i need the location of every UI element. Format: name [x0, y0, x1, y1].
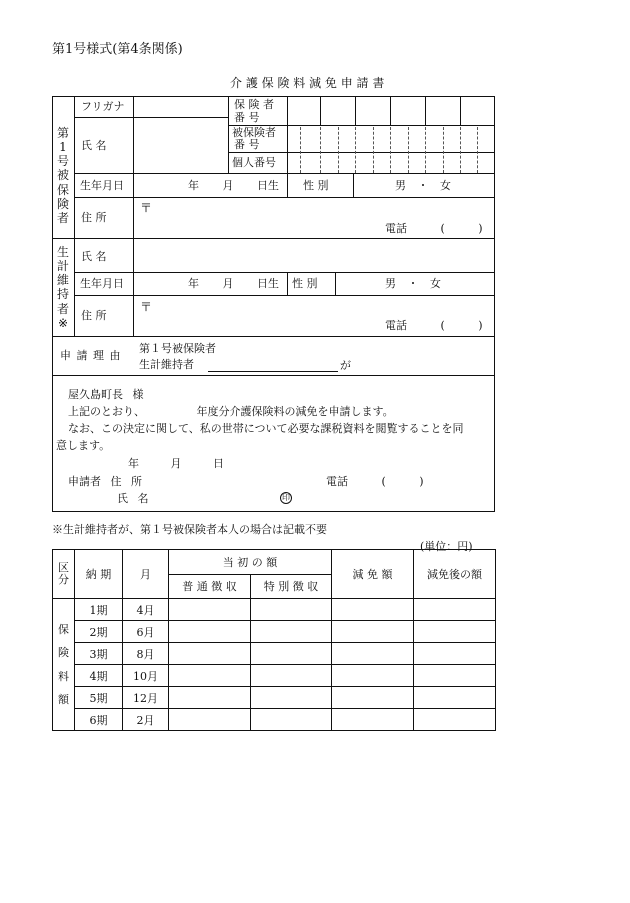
insured-dob-field[interactable]: 年 月 日生: [188, 179, 279, 192]
month-cell: 10月: [123, 665, 169, 687]
insurer-no-label-2: 番 号: [234, 111, 260, 124]
table-row: [53, 709, 496, 731]
reduction-cell[interactable]: [332, 599, 414, 621]
reduction-cell[interactable]: [332, 621, 414, 643]
regular-cell[interactable]: [169, 599, 251, 621]
application-date[interactable]: 年 月 日: [128, 457, 224, 470]
supporter-gender-options[interactable]: 男 ・ 女: [385, 277, 441, 290]
table-row: [53, 643, 496, 665]
special-cell[interactable]: [251, 643, 332, 665]
insured-gender-options[interactable]: 男 ・ 女: [395, 179, 451, 192]
postal-mark-icon: 〒: [140, 300, 153, 314]
month-cell: 8月: [123, 643, 169, 665]
regular-cell[interactable]: [169, 643, 251, 665]
special-cell[interactable]: [251, 621, 332, 643]
table-row: [53, 599, 496, 621]
reason-line1: 第１号被保険者: [139, 342, 216, 355]
furigana-field[interactable]: [134, 97, 227, 116]
supporter-gender-label: 性 別: [292, 277, 318, 290]
supporter-section-label: 生 計 維 持 者 ※: [56, 245, 69, 330]
month-cell: 12月: [123, 687, 169, 709]
after-cell[interactable]: [414, 599, 496, 621]
month-cell: 2月: [123, 709, 169, 731]
period-cell: 3期: [75, 643, 123, 665]
period-cell: 4期: [75, 665, 123, 687]
insured-no-label-2: 番 号: [234, 138, 260, 151]
postal-mark-icon: 〒: [140, 201, 153, 215]
insured-no-field[interactable]: [288, 126, 494, 151]
table-row: [53, 621, 496, 643]
insured-phone[interactable]: 電話 ( ): [385, 222, 483, 235]
furigana-label: フリガナ: [81, 100, 125, 113]
special-cell[interactable]: [251, 599, 332, 621]
declaration-line1: 上記のとおり、 年度分介護保険料の減免を申請します。: [68, 405, 394, 418]
reduction-cell[interactable]: [332, 709, 414, 731]
row-label: 保険料額: [58, 623, 69, 706]
month-header: 月: [123, 550, 169, 599]
insured-name-label: 氏 名: [81, 139, 107, 152]
insured-dob-label: 生年月日: [80, 179, 124, 192]
reason-supporter-field[interactable]: [208, 371, 338, 372]
insurer-no-field[interactable]: [288, 97, 494, 124]
fee-table: [52, 549, 496, 731]
special-cell[interactable]: [251, 687, 332, 709]
insured-section-label: 第 1 号 被 保 険 者: [56, 126, 69, 225]
unit-label: (単位：円): [420, 540, 473, 553]
initial-header: 当 初 の 額: [169, 550, 332, 575]
seal-icon: 印: [282, 493, 290, 502]
supporter-address-field[interactable]: [150, 296, 494, 316]
reduction-cell[interactable]: [332, 687, 414, 709]
reduction-cell[interactable]: [332, 643, 414, 665]
reduction-cell[interactable]: [332, 665, 414, 687]
period-cell: 5期: [75, 687, 123, 709]
form-title: 介 護 保 険 料 減 免 申 請 書: [230, 76, 385, 90]
supporter-address-label: 住 所: [81, 309, 107, 322]
insured-address-label: 住 所: [81, 211, 107, 224]
regular-header: 普 通 徴 収: [169, 574, 251, 599]
regular-cell[interactable]: [169, 687, 251, 709]
regular-cell[interactable]: [169, 709, 251, 731]
insured-name-field[interactable]: [134, 118, 227, 172]
insured-gender-label: 性 別: [303, 179, 329, 192]
special-header: 特 別 徴 収: [251, 574, 332, 599]
period-cell: 2期: [75, 621, 123, 643]
personal-no-label: 個人番号: [232, 156, 276, 169]
month-cell: 6月: [123, 621, 169, 643]
supporter-name-label: 氏 名: [81, 250, 107, 263]
addressee: 屋久島町長 様: [68, 388, 144, 401]
footnote: ※生計維持者が、第１号被保険者本人の場合は記載不要: [52, 523, 327, 536]
regular-cell[interactable]: [169, 665, 251, 687]
applicant-phone[interactable]: 電話 ( ): [326, 475, 424, 488]
insured-no-label: 被保険者: [232, 126, 276, 139]
reason-line2-suffix: が: [340, 359, 351, 372]
month-cell: 4月: [123, 599, 169, 621]
insurer-no-label: 保 険 者: [234, 98, 274, 111]
after-cell[interactable]: [414, 665, 496, 687]
applicant-name-label: 氏 名: [117, 492, 149, 505]
reason-line2-prefix: 生計維持者: [139, 358, 194, 371]
form-id: 第1号様式(第4条関係): [52, 42, 183, 57]
supporter-dob-label: 生年月日: [80, 277, 124, 290]
special-cell[interactable]: [251, 665, 332, 687]
insured-address-field[interactable]: [150, 198, 494, 218]
table-row: [53, 665, 496, 687]
supporter-dob-field[interactable]: 年 月 日生: [188, 277, 279, 290]
after-cell[interactable]: [414, 621, 496, 643]
period-cell: 1期: [75, 599, 123, 621]
regular-cell[interactable]: [169, 621, 251, 643]
period-header: 納 期: [75, 550, 123, 599]
declaration-line2: なお、この決定に関して、私の世帯について必要な課税資料を閲覧することを同: [68, 422, 464, 435]
declaration-line3: 意します。: [56, 439, 111, 452]
period-cell: 6期: [75, 709, 123, 731]
table-row: [53, 687, 496, 709]
reduction-header: 減 免 額: [332, 550, 414, 599]
after-cell[interactable]: [414, 687, 496, 709]
after-header: 減免後の額: [414, 550, 496, 599]
special-cell[interactable]: [251, 709, 332, 731]
supporter-phone[interactable]: 電話 ( ): [385, 319, 483, 332]
supporter-name-field[interactable]: [134, 239, 494, 271]
reason-label: 申 請 理 由: [60, 349, 121, 362]
applicant-address-label: 申請者 住 所: [68, 475, 142, 488]
after-cell[interactable]: [414, 709, 496, 731]
personal-no-field[interactable]: [288, 153, 494, 172]
after-cell[interactable]: [414, 643, 496, 665]
category-header: 区分: [58, 560, 69, 586]
